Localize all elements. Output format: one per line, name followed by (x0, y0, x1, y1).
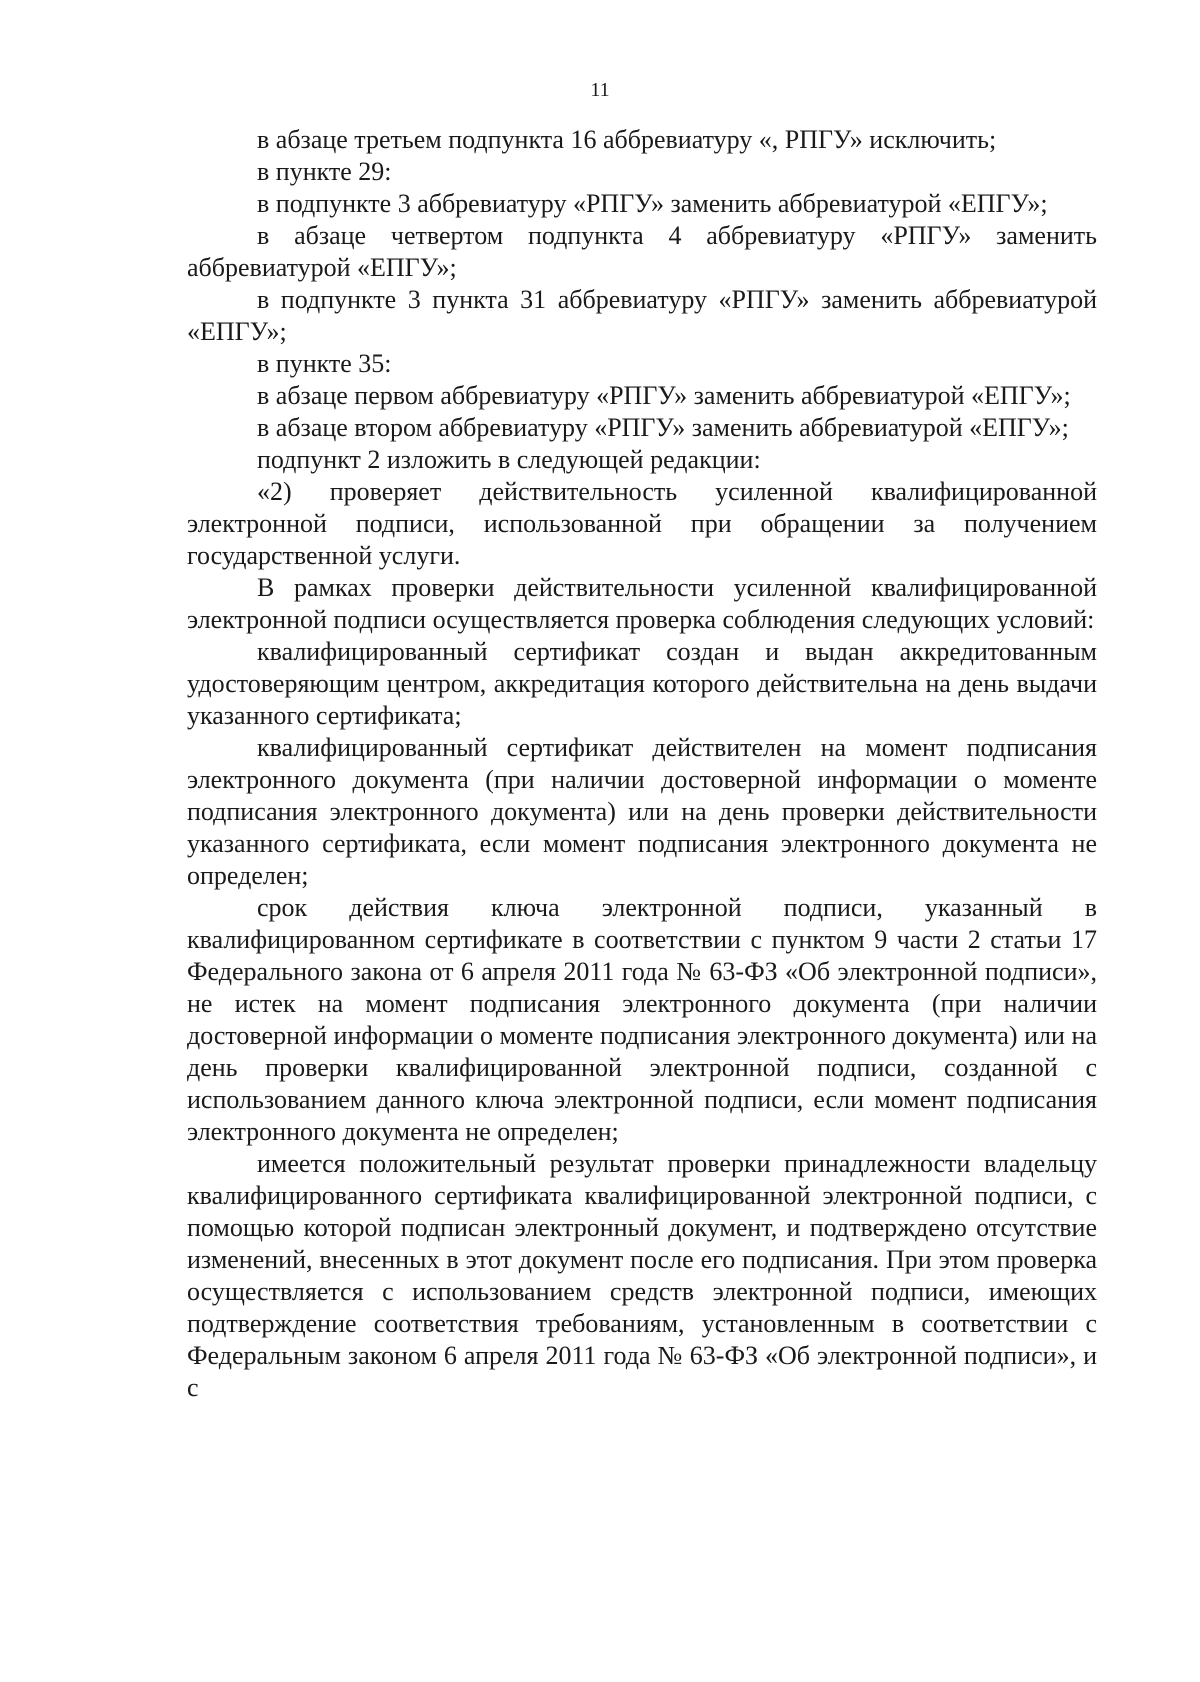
document-body (187, 124, 1097, 1404)
paragraph: подпункт 2 изложить в следующей редакции: (257, 445, 761, 474)
paragraph: В рамках проверки действительности усиленной квалифицированной электронной подписи осуществляется проверка соблюдения следующих условий: (187, 573, 1097, 634)
page-number: 11 (590, 79, 610, 101)
paragraph: в абзаце первом аббревиатуру «РПГУ» заменить аббревиатурой «ЕПГУ»; (257, 381, 1071, 410)
paragraph: в абзаце втором аббревиатуру «РПГУ» заменить аббревиатурой «ЕПГУ»; (257, 413, 1069, 442)
paragraph: квалифицированный сертификат создан и выдан аккредитованным удостоверяющим центром, аккредитация которого действительна на день выдачи указанного сертификата; (187, 637, 1097, 730)
paragraph: имеется положительный результат проверки принадлежности владельцу квалифицированного сертификата квалифицированной электронной подписи, с помощью которой подписан электронный документ, и подтверждено отсутствие изменений, внесенных в этот документ после его подписания. При этом проверка осуществляется с использованием средств электронной подписи, имеющих подтверждение соответствия требованиям, установленным в соответствии с Федеральным законом 6 апреля 2011 года № 63-ФЗ «Об электронной подписи», и с (187, 1149, 1097, 1402)
paragraph: квалифицированный сертификат действителен на момент подписания электронного документа (при наличии достоверной информации о моменте подписания электронного документа) или на день проверки действительности указанного сертификата, если момент подписания электронного документа не определен; (187, 733, 1097, 890)
paragraph: в абзаце третьем подпункта 16 аббревиатуру «, РПГУ» исключить; (257, 125, 997, 154)
paragraph: в подпункте 3 пункта 31 аббревиатуру «РПГУ» заменить аббревиатурой «ЕПГУ»; (187, 285, 1097, 346)
paragraph: в пункте 35: (257, 349, 392, 378)
paragraph: в пункте 29: (257, 157, 392, 186)
paragraph: «2) проверяет действительность усиленной квалифицированной электронной подписи, использованной при обращении за получением государственной услуги. (187, 477, 1097, 570)
paragraph: в подпункте 3 аббревиатуру «РПГУ» заменить аббревиатурой «ЕПГУ»; (257, 189, 1048, 218)
paragraph: в абзаце четвертом подпункта 4 аббревиатуру «РПГУ» заменить аббревиатурой «ЕПГУ»; (187, 221, 1097, 282)
paragraph: срок действия ключа электронной подписи, указанный в квалифицированном сертификате в соответствии с пунктом 9 части 2 статьи 17 Федерального закона от 6 апреля 2011 года № 63-ФЗ «Об электронной подписи», не истек на момент подписания электронного документа (при наличии достоверной информации о моменте подписания электронного документа) или на день проверки квалифицированной электронной подписи, созданной с использованием данного ключа электронной подписи, если момент подписания электронного документа не определен; (187, 893, 1097, 1146)
